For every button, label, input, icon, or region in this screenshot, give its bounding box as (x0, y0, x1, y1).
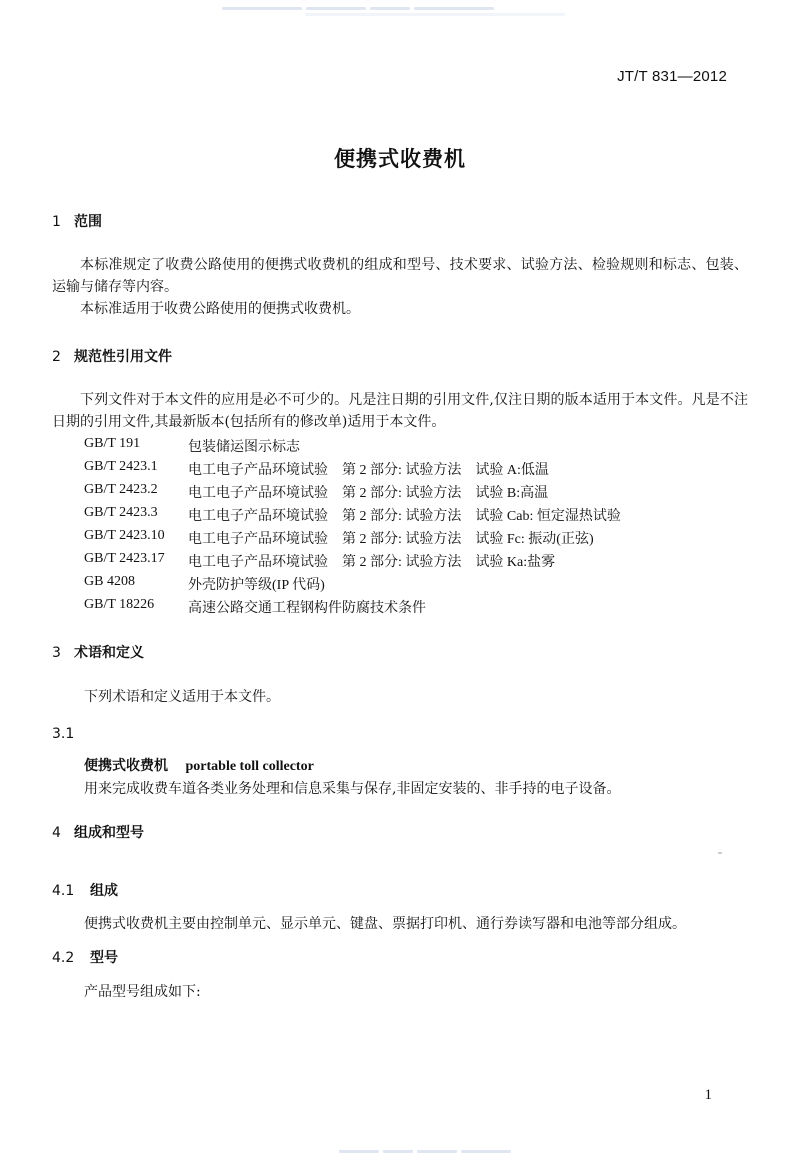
section-title: 组成和型号 (74, 825, 144, 841)
subsection-4-1-heading (52, 880, 118, 900)
watermark-top (0, 4, 800, 16)
reference-title: 包装储运图示标志 (188, 440, 300, 455)
reference-title: 电工电子产品环境试验 (188, 532, 328, 547)
reference-row (84, 574, 325, 594)
reference-code: GB/T 191 (84, 436, 141, 451)
reference-title: 电工电子产品环境试验 (188, 486, 328, 501)
watermark-bottom (0, 1146, 800, 1158)
term-zh: 便携式收费机 (84, 759, 168, 774)
subsection-4-2-heading (52, 947, 118, 967)
reference-method: 试验 Cab: 恒定湿热试验 (475, 509, 621, 524)
reference-row (84, 597, 426, 617)
section-title: 范围 (74, 214, 102, 230)
reference-title: 电工电子产品环境试验 (188, 509, 328, 524)
reference-row (84, 528, 594, 548)
page-number: 1 (704, 1087, 712, 1103)
model-text: 产品型号组成如下: (84, 984, 201, 1000)
terms-intro: 下列术语和定义适用于本文件。 (84, 689, 280, 705)
section-4-heading (52, 822, 144, 842)
reference-code: GB/T 2423.10 (84, 528, 165, 543)
term-definition: 用来完成收费车道各类业务处理和信息采集与保存,非固定安装的、非手持的电子设备。 (84, 781, 621, 797)
reference-title: 电工电子产品环境试验 (188, 555, 328, 570)
reference-method: 试验 Ka:盐雾 (475, 555, 556, 570)
reference-row (84, 551, 555, 571)
section-number: 2 (52, 349, 61, 365)
reference-part: 第 2 部分: 试验方法 (342, 463, 462, 478)
section-number: 3 (52, 645, 61, 661)
reference-row (84, 482, 548, 502)
reference-code: GB/T 2423.1 (84, 459, 158, 474)
reference-row (84, 459, 549, 479)
reference-row (84, 436, 300, 456)
section-3-heading (52, 642, 144, 662)
reference-method: 试验 B:高温 (475, 486, 549, 501)
reference-code: GB/T 2423.3 (84, 505, 158, 520)
section-title: 规范性引用文件 (74, 349, 172, 365)
standard-code: JT/T 831—2012 (617, 68, 727, 85)
subsection-number: 4.2 (52, 950, 75, 966)
subsection-title: 组成 (90, 883, 118, 899)
scan-speck (718, 852, 722, 854)
section-2-heading (52, 346, 172, 366)
reference-row (84, 505, 621, 525)
reference-method: 试验 Fc: 振动(正弦) (475, 532, 594, 547)
subsection-title: 型号 (90, 950, 118, 966)
term-entry (84, 755, 314, 775)
normative-references-intro: 下列文件对于本文件的应用是必不可少的。凡是注日期的引用文件,仅注日期的版本适用于本文件。凡是不注日期的引用文件,其最新版本(包括所有的修改单)适用于本文件。 (52, 392, 748, 430)
reference-part: 第 2 部分: 试验方法 (342, 509, 462, 524)
reference-part: 第 2 部分: 试验方法 (342, 555, 462, 570)
section-number: 1 (52, 214, 61, 230)
reference-title: 外壳防护等级(IP 代码) (188, 578, 325, 593)
scope-paragraph-2: 本标准适用于收费公路使用的便携式收费机。 (80, 301, 360, 317)
reference-part: 第 2 部分: 试验方法 (342, 486, 462, 501)
section-title: 术语和定义 (74, 645, 144, 661)
reference-title: 电工电子产品环境试验 (188, 463, 328, 478)
reference-method: 试验 A:低温 (475, 463, 549, 478)
reference-code: GB/T 18226 (84, 597, 155, 612)
section-number: 4 (52, 825, 61, 841)
reference-code: GB/T 2423.2 (84, 482, 158, 497)
scope-paragraph-1: 本标准规定了收费公路使用的便携式收费机的组成和型号、技术要求、试验方法、检验规则和标志、包装、运输与储存等内容。 (52, 257, 748, 295)
term-number: 3.1 (52, 726, 75, 742)
reference-part: 第 2 部分: 试验方法 (342, 532, 462, 547)
term-en: portable toll collector (185, 759, 314, 774)
document-title: 便携式收费机 (334, 147, 466, 171)
reference-code: GB/T 2423.17 (84, 551, 165, 566)
reference-code: GB 4208 (84, 574, 135, 589)
reference-title: 高速公路交通工程钢构件防腐技术条件 (188, 601, 426, 616)
subsection-number: 4.1 (52, 883, 75, 899)
section-1-heading (52, 211, 102, 231)
composition-text: 便携式收费机主要由控制单元、显示单元、键盘、票据打印机、通行券读写器和电池等部分组成。 (84, 916, 686, 932)
